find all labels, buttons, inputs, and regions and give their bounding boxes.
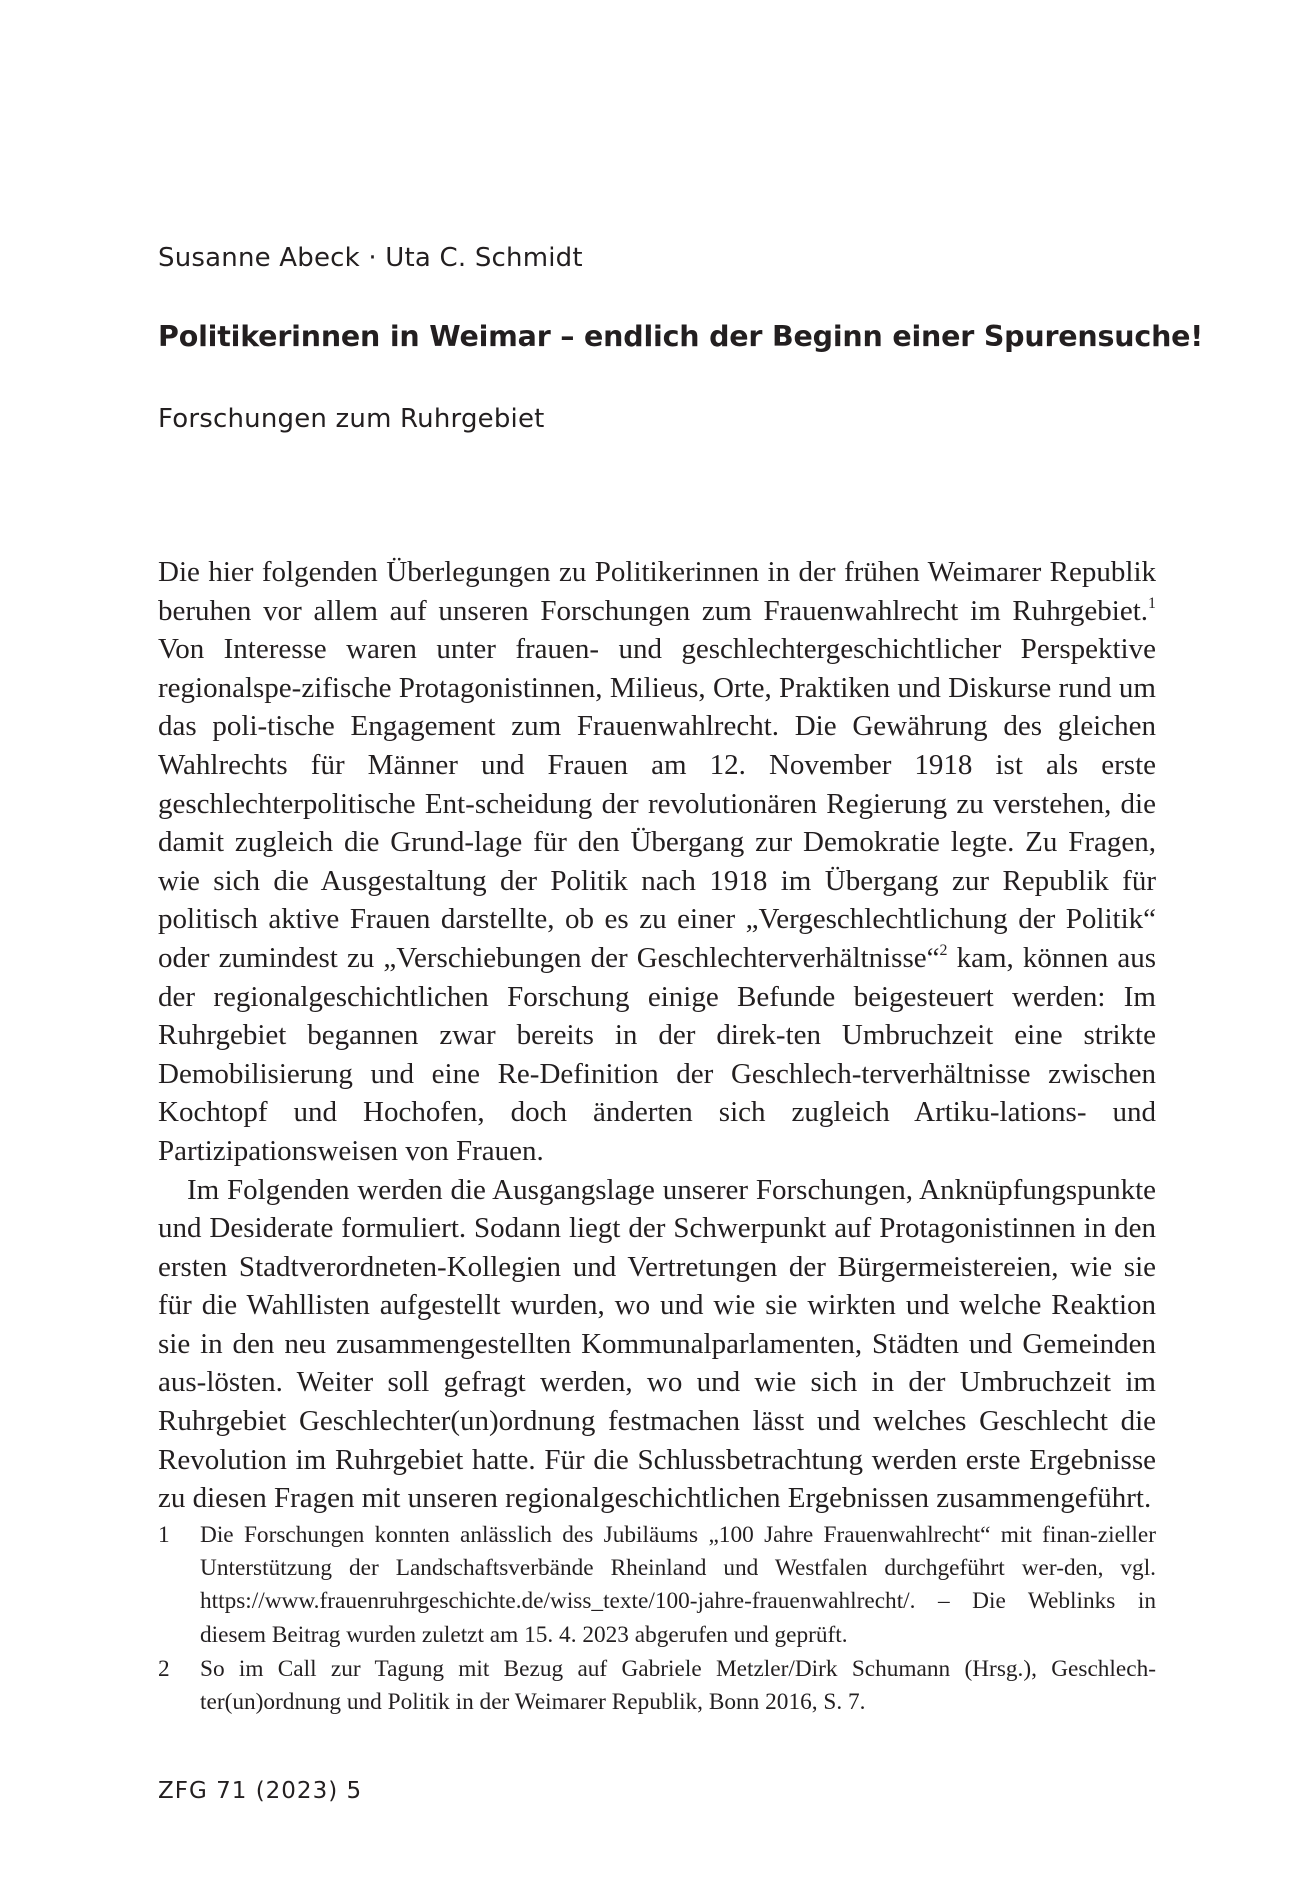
footnote-2-text: So im Call zur Tagung mit Bezug auf Gabriele Metzler/Dirk Schumann (Hrsg.), Geschlech-ter(un)ordnung und Politik in der Weimarer Republik, Bonn 2016, S. 7. bbox=[200, 1655, 1156, 1716]
footnotes bbox=[158, 1519, 1156, 1720]
footnote-2-number: 2 bbox=[158, 1655, 170, 1682]
paragraph-1-part-a: Die hier folgenden Überlegungen zu Politikerinnen in der frühen Weimarer Republik beruhen vor allem auf unseren Forschungen zum Frauenwahlrecht im Ruhrgebiet. bbox=[158, 556, 1156, 627]
footnote-ref-1[interactable]: 1 bbox=[1148, 594, 1156, 612]
article-title: Politikerinnen in Weimar – endlich der Beginn einer Spurensuche! bbox=[158, 320, 1204, 353]
footnote-1 bbox=[158, 1519, 1156, 1652]
article-subtitle: Forschungen zum Ruhrgebiet bbox=[158, 404, 545, 434]
article-body bbox=[158, 553, 1156, 1518]
footnote-1-text: Die Forschungen konnten anlässlich des Jubiläums „100 Jahre Frauenwahlrecht“ mit finan-zieller Unterstützung der Landschaftsverbände Rheinland und Westfalen durchgeführt wer-den, vgl. https://www.frauenruhrgeschichte.de/wiss_texte/100-jahre-frauenwahlrecht/. – Die Weblinks in diesem Beitrag wurden zuletzt am 15. 4. 2023 abgerufen und geprüft. bbox=[200, 1522, 1156, 1648]
body-paragraph-2: Im Folgenden werden die Ausgangslage unserer Forschungen, Anknüpfungspunkte und Desiderate formuliert. Sodann liegt der Schwerpunkt auf Protagonistinnen in den ersten Stadtverordneten-Kollegien und Vertretungen der Bürgermeistereien, wie sie für die Wahllisten aufgestellt wurden, wo und wie sie wirkten und welche Reaktion sie in den neu zusammengestellten Kommunalparlamenten, Städten und Gemeinden aus-lösten. Weiter soll gefragt werden, wo und wie sich in der Umbruchzeit im Ruhrgebiet Geschlechter(un)ordnung festmachen lässt und welches Geschlecht die Revolution im Ruhrgebiet hatte. Für die Schlussbetrachtung werden erste Ergebnisse zu diesen Fragen mit unseren regionalgeschichtlichen Ergebnissen zusammengeführt. bbox=[158, 1173, 1156, 1515]
paragraph-1-part-b: Von Interesse waren unter frauen- und geschlechtergeschichtlicher Perspektive regionalspe-zifische Protagonistinnen, Milieus, Orte, Praktiken und Diskurse rund um das poli-tische Engagement zum Frauenwahlrecht. Die Gewährung des gleichen Wahlrechts für Männer und Frauen am 12. November 1918 ist als erste geschlechterpolitische Ent-scheidung der revolutionären Regierung zu verstehen, die damit zugleich die Grund-lage für den Übergang zur Demokratie legte. Zu Fragen, wie sich die Ausgestaltung der Politik nach 1918 im Übergang zur Republik für politisch aktive Frauen darstellte, ob es zu einer „Vergeschlechtlichung der Politik“ oder zumindest zu „Verschiebungen der Geschlechterverhältnisse“ bbox=[158, 633, 1156, 974]
body-paragraph-1 bbox=[158, 553, 1156, 1171]
footnote-ref-2[interactable]: 2 bbox=[939, 941, 948, 959]
article-authors: Susanne Abeck · Uta C. Schmidt bbox=[158, 243, 583, 273]
footnote-1-number: 1 bbox=[158, 1522, 170, 1548]
page-folio: ZFG 71 (2023) 5 bbox=[158, 1778, 363, 1804]
paragraph-1-part-c: kam, können aus der regionalgeschichtlichen Forschung einige Befunde beigesteuert werden: Im Ruhrgebiet begannen zwar bereits in der direk-ten Umbruchzeit eine strikte Demobilisierung und eine Re-Definition der Geschlech-terverhältnisse zwischen Kochtopf und Hochofen, doch änderten sich zugleich Artiku-lations- und Partizipationsweisen von Frauen. bbox=[158, 941, 1156, 1167]
journal-page bbox=[158, 0, 1204, 1890]
footnote-2 bbox=[158, 1653, 1156, 1719]
